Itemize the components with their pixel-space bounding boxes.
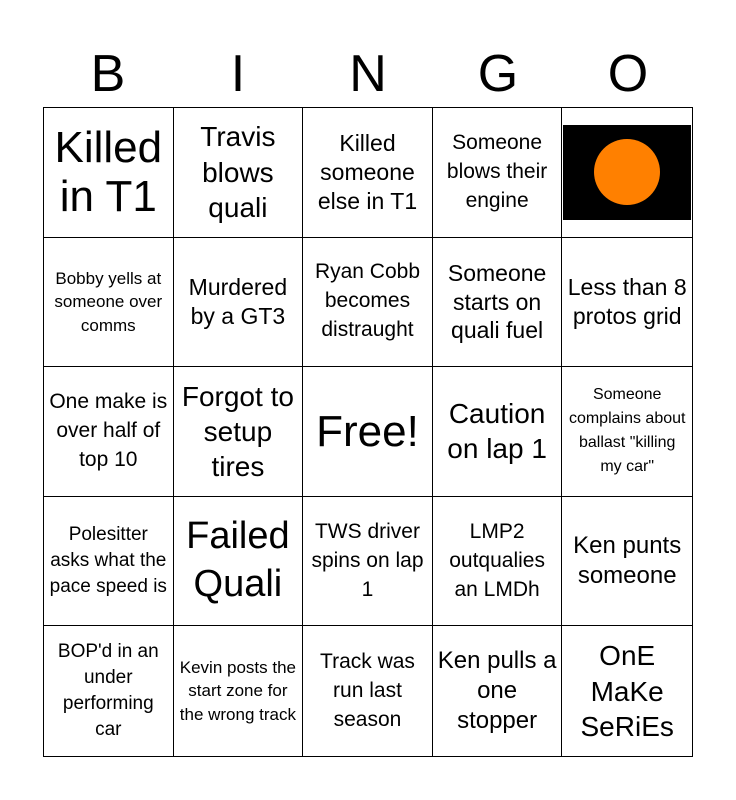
- bingo-cell-r5c3[interactable]: [303, 626, 433, 756]
- bingo-cell-label: Forgot to setup tires: [181, 380, 294, 483]
- bingo-cell-r4c4[interactable]: [433, 497, 563, 627]
- bingo-cell-r3c4[interactable]: [433, 367, 563, 497]
- bingo-cell-r1c2[interactable]: [174, 108, 304, 238]
- bingo-cell-r4c3[interactable]: [303, 497, 433, 627]
- bingo-cell-label: Ken pulls a one stopper: [437, 647, 557, 735]
- bingo-cell-label: Caution on lap 1: [447, 398, 547, 465]
- bingo-cell-label: BOP'd in an under performing car: [57, 640, 159, 741]
- header-letter-o: O: [607, 45, 649, 103]
- bingo-cell-label: Ryan Cobb becomes distraught: [314, 260, 421, 342]
- bingo-cell-r2c2[interactable]: [174, 238, 304, 368]
- bingo-cell-r2c4[interactable]: [433, 238, 563, 368]
- bingo-cell-r1c5[interactable]: [562, 108, 692, 238]
- bingo-cell-label: Someone complains about ballast "killing my car": [568, 386, 686, 476]
- free-space-label: Free!: [316, 406, 419, 456]
- bingo-cell-label: Ken punts someone: [573, 532, 682, 590]
- bingo-cell-r3c2[interactable]: [174, 367, 304, 497]
- bingo-cell-label: Failed Quali: [186, 515, 290, 606]
- bingo-cell-r2c1[interactable]: [44, 238, 174, 368]
- bingo-cell-label: Someone starts on quali fuel: [447, 259, 547, 344]
- bingo-cell-r5c1[interactable]: [44, 626, 174, 756]
- bingo-cell-label: Track was run last season: [320, 649, 415, 731]
- bingo-cell-r3c3-free[interactable]: [303, 367, 433, 497]
- bingo-cell-label: Polesitter asks what the pace speed is: [49, 523, 167, 598]
- bingo-cell-label: Less than 8 protos grid: [567, 274, 687, 329]
- bingo-cell-r4c5[interactable]: [562, 497, 692, 627]
- bingo-cell-r2c5[interactable]: [562, 238, 692, 368]
- header-letter-g: G: [477, 45, 519, 103]
- bingo-cell-label: Bobby yells at someone over comms: [54, 268, 163, 335]
- header-letter-n: N: [349, 45, 387, 103]
- bingo-cell-label: Travis blows quali: [200, 121, 276, 223]
- bingo-cell-label: LMP2 outqualies an LMDh: [449, 519, 545, 601]
- bingo-cell-r2c3[interactable]: [303, 238, 433, 368]
- header-letter-i: I: [230, 45, 246, 103]
- bingo-cell-label: Someone blows their engine: [446, 130, 548, 212]
- bingo-cell-r1c3[interactable]: [303, 108, 433, 238]
- bingo-cell-r3c5[interactable]: [562, 367, 692, 497]
- bingo-cell-r1c4[interactable]: [433, 108, 563, 238]
- bingo-cell-label: Murdered by a GT3: [188, 274, 288, 329]
- bingo-cell-r3c1[interactable]: [44, 367, 174, 497]
- header-letter-b: B: [90, 45, 126, 103]
- bingo-cell-r4c1[interactable]: [44, 497, 174, 627]
- bingo-cell-label: TWS driver spins on lap 1: [311, 519, 424, 601]
- bingo-cell-label: Killed in T1: [54, 123, 163, 222]
- bingo-cell-r5c4[interactable]: [433, 626, 563, 756]
- bingo-cell-r4c2[interactable]: [174, 497, 304, 627]
- orange-disc-icon: [594, 139, 660, 205]
- bingo-cell-r5c2[interactable]: [174, 626, 304, 756]
- bingo-card-grid: [43, 107, 693, 757]
- bingo-cell-label: Kevin posts the start zone for the wrong track: [179, 658, 297, 724]
- bingo-cell-r1c1[interactable]: [44, 108, 174, 238]
- bingo-cell-label: One make is over half of top 10: [49, 390, 168, 471]
- bingo-cell-label: OnE MaKe SeRiEs: [580, 640, 674, 742]
- bingo-header: [43, 40, 693, 108]
- black-flag-orange-disc-icon: [563, 125, 691, 220]
- bingo-cell-r5c5[interactable]: [562, 626, 692, 756]
- bingo-cell-label: Killed someone else in T1: [317, 130, 418, 214]
